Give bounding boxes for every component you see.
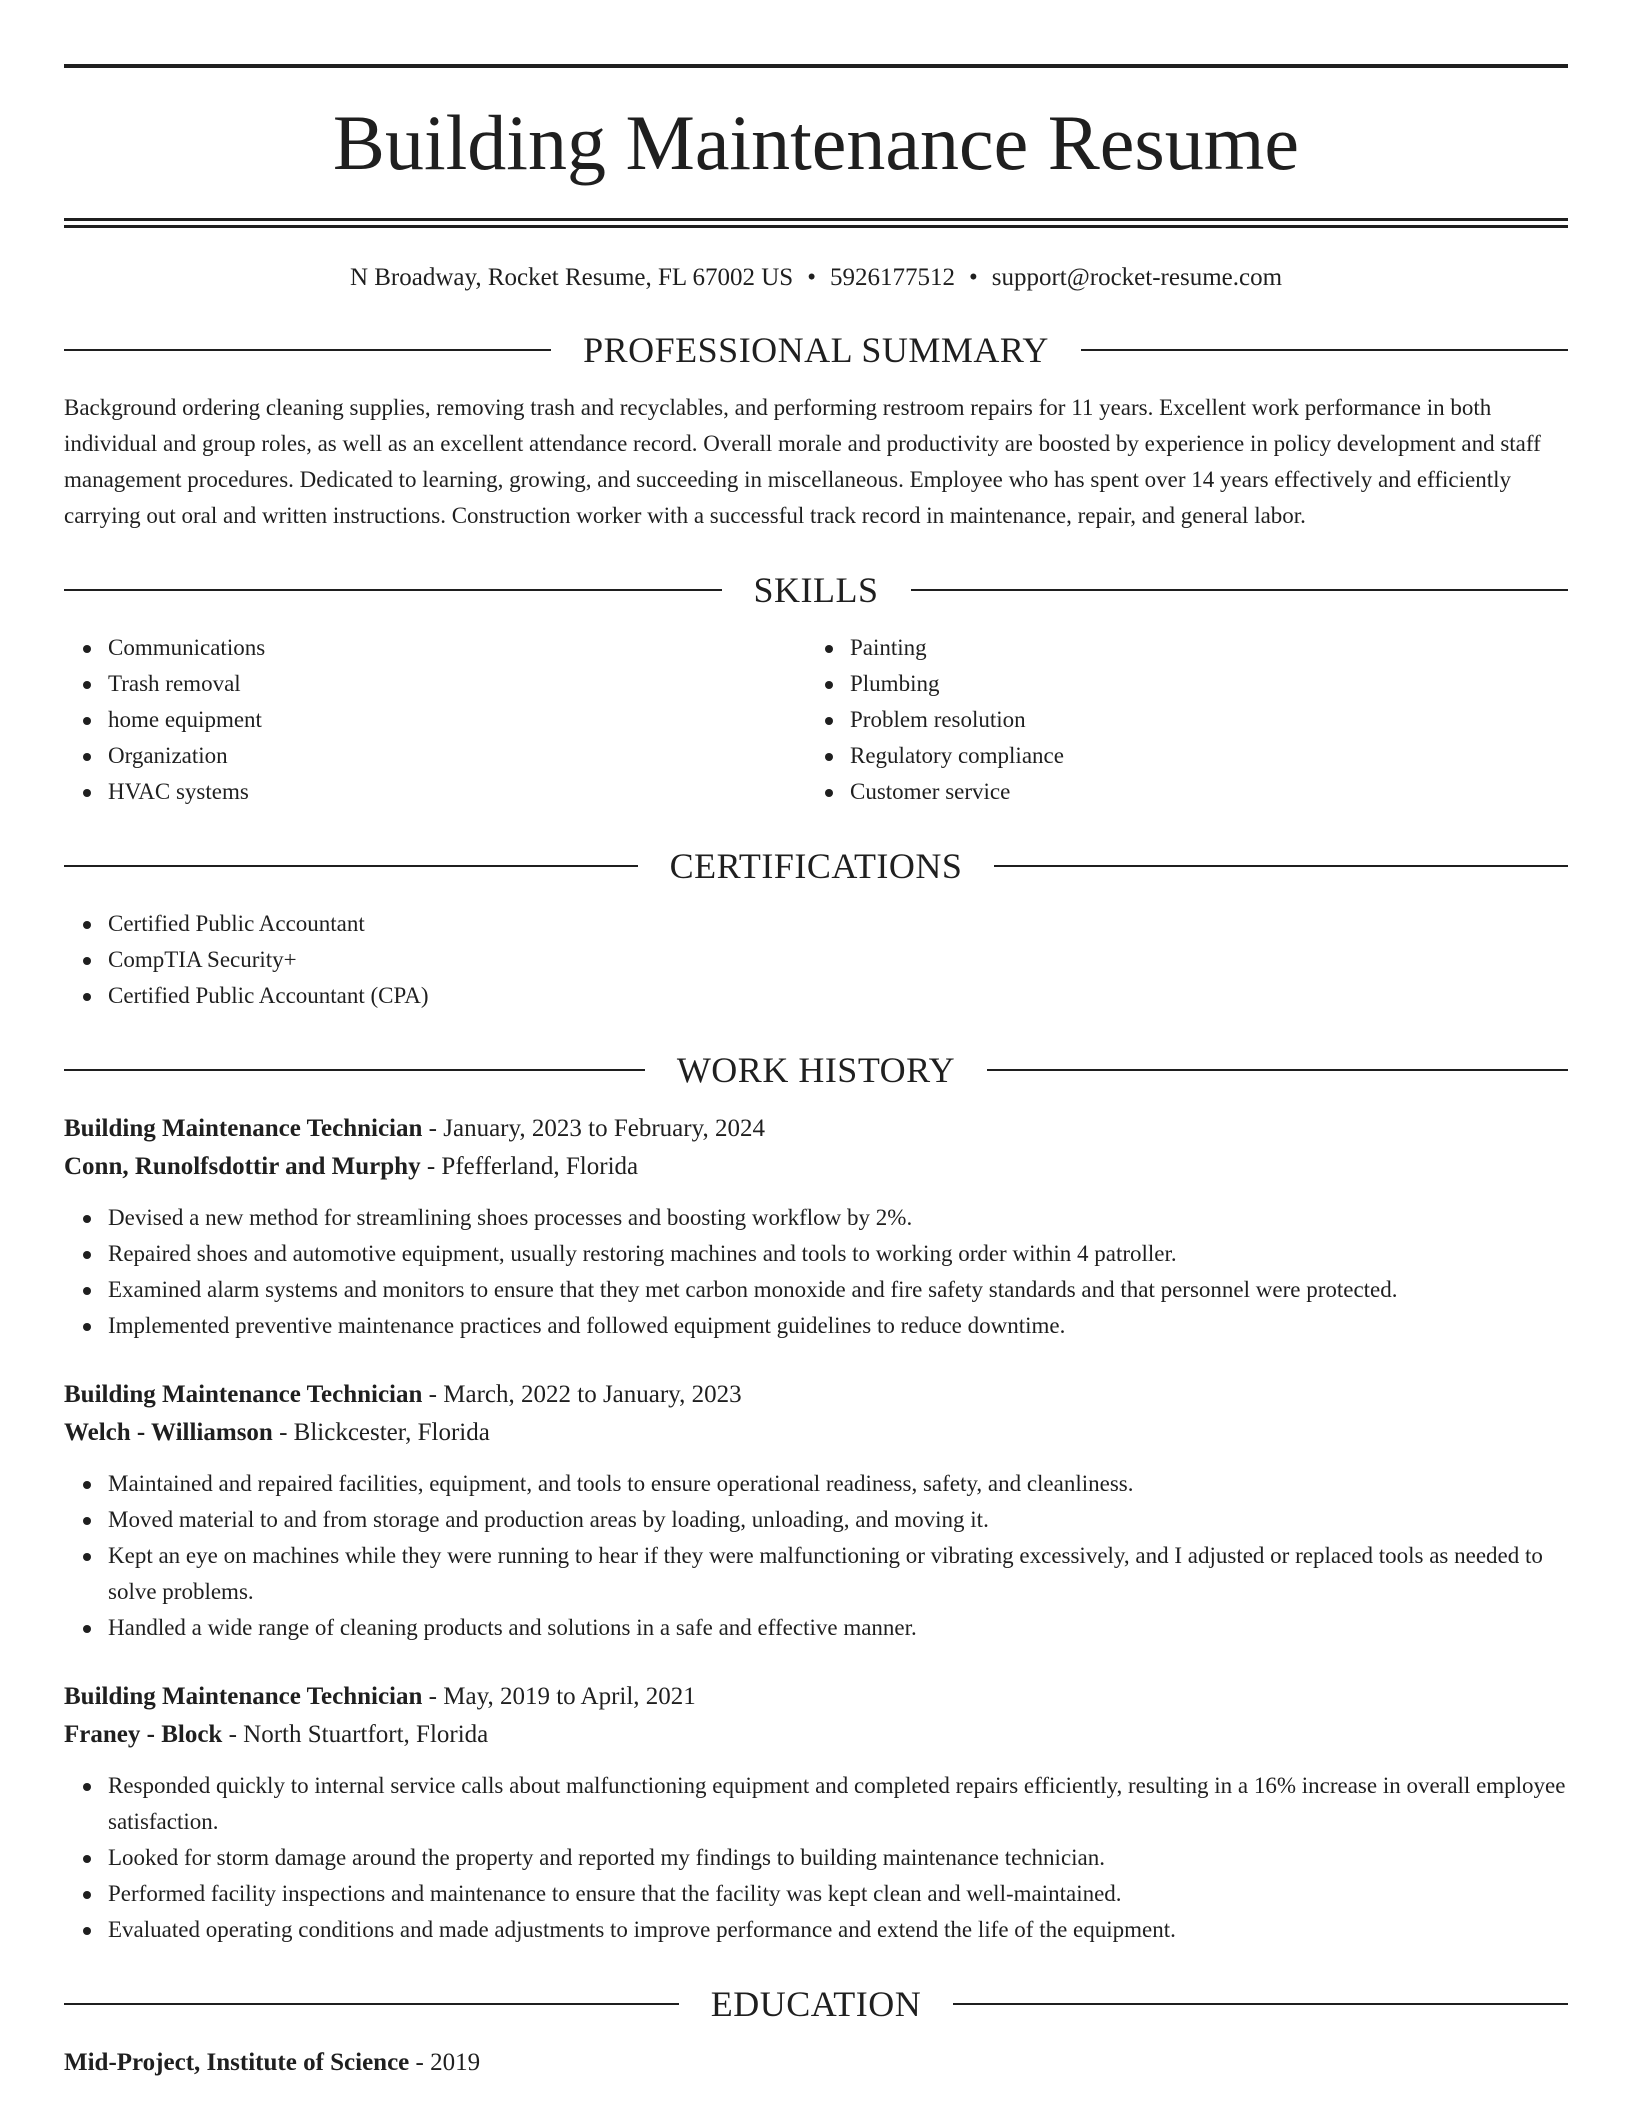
job-duty: Evaluated operating conditions and made adjustments to improve performance and extend the life of the equipment.: [108, 1912, 1568, 1948]
skill-item: Problem resolution: [850, 702, 1548, 738]
section-title: WORK HISTORY: [676, 1050, 956, 1090]
heading-rule-left: [64, 2003, 679, 2005]
job-company-line: [64, 1414, 1568, 1452]
certifications-list: [64, 906, 1568, 1014]
certification-item: Certified Public Accountant: [108, 906, 1568, 942]
job-company-line: [64, 1716, 1568, 1754]
summary-text: Background ordering cleaning supplies, removing trash and recyclables, and performing restroom repairs for 11 years. Excellent work performance in both individual and group roles, as well as an excellent attendance record. Overall morale and productivity are boosted by experience in policy development and staff management procedures. Dedicated to learning, growing, and succeeding in miscellaneous. Employee who has spent over 14 years effectively and efficiently carrying out oral and written instructions. Construction worker with a successful track record in maintenance, repair, and general labor.: [64, 395, 1541, 528]
job-entry: [64, 1376, 1568, 1646]
education-degree: Mid-Project, Institute of Science: [64, 2049, 410, 2076]
section-title: PROFESSIONAL SUMMARY: [583, 330, 1049, 370]
job-company: Franey - Block: [64, 1721, 223, 1748]
section-title: EDUCATION: [710, 1984, 922, 2024]
job-duty: Implemented preventive maintenance practices and followed equipment guidelines to reduce downtime.: [108, 1308, 1568, 1344]
job-duty: Performed facility inspections and maintenance to ensure that the facility was kept clean and well-maintained.: [108, 1876, 1568, 1912]
section-heading-skills: [64, 568, 1568, 612]
job-title-line: [64, 1110, 1568, 1148]
job-title: Building Maintenance Technician: [64, 1115, 423, 1142]
job-location: - Blickcester, Florida: [272, 1419, 490, 1446]
job-duty: Handled a wide range of cleaning products and solutions in a safe and effective manner.: [108, 1610, 1568, 1646]
skill-item: Communications: [108, 630, 806, 666]
contact-address: N Broadway, Rocket Resume, FL 67002 US: [349, 264, 794, 291]
job-duty: Kept an eye on machines while they were running to hear if they were malfunctioning or vibrating excessively, and I adjusted or replaced tools as needed to solve problems.: [108, 1538, 1568, 1610]
heading-rule-left: [64, 349, 551, 351]
heading-rule-right: [911, 589, 1569, 591]
skill-item: Trash removal: [108, 666, 806, 702]
contact-separator: •: [807, 264, 816, 291]
job-company: Conn, Runolfsdottir and Murphy: [64, 1153, 421, 1180]
job-title-line: [64, 1376, 1568, 1414]
skill-item: home equipment: [108, 702, 806, 738]
job-duties: [64, 1200, 1568, 1344]
skills-column-right: [806, 630, 1548, 810]
education-entry: [64, 2044, 1568, 2082]
heading-rule-left: [64, 865, 638, 867]
section-heading-summary: [64, 328, 1568, 372]
certification-item: CompTIA Security+: [108, 942, 1568, 978]
job-duties: [64, 1768, 1568, 1948]
job-dates: - May, 2019 to April, 2021: [422, 1683, 696, 1710]
job-duty: Maintained and repaired facilities, equipment, and tools to ensure operational readiness, safety, and cleanliness.: [108, 1466, 1568, 1502]
job-entry: [64, 1678, 1568, 1948]
contact-email[interactable]: support@rocket-resume.com: [991, 264, 1283, 291]
job-title: Building Maintenance Technician: [64, 1381, 423, 1408]
job-duty: Responded quickly to internal service calls about malfunctioning equipment and completed repairs efficiently, resulting in a 16% increase in overall employee satisfaction.: [108, 1768, 1568, 1840]
job-duties: [64, 1466, 1568, 1646]
skills-column-left: [64, 630, 806, 810]
top-rule: [64, 64, 1568, 68]
job-dates: - January, 2023 to February, 2024: [422, 1115, 765, 1142]
heading-rule-right: [987, 1069, 1568, 1071]
job-location: - North Stuartfort, Florida: [222, 1721, 489, 1748]
job-title-line: [64, 1678, 1568, 1716]
skill-item: Plumbing: [850, 666, 1548, 702]
job-duty: Moved material to and from storage and production areas by loading, unloading, and moving it.: [108, 1502, 1568, 1538]
education-year: - 2019: [409, 2049, 481, 2076]
skill-item: Organization: [108, 738, 806, 774]
skill-item: Painting: [850, 630, 1548, 666]
heading-rule-left: [64, 1069, 645, 1071]
section-heading-education: [64, 1982, 1568, 2026]
heading-rule-left: [64, 589, 722, 591]
job-company-line: [64, 1148, 1568, 1186]
section-title: SKILLS: [753, 570, 879, 610]
contact-phone[interactable]: 5926177512: [829, 264, 955, 291]
heading-rule-right: [994, 865, 1568, 867]
heading-rule-right: [953, 2003, 1568, 2005]
title-double-rule: [64, 218, 1568, 228]
section-heading-work-history: [64, 1048, 1568, 1092]
job-duty: Devised a new method for streamlining shoes processes and boosting workflow by 2%.: [108, 1200, 1568, 1236]
job-duty: Looked for storm damage around the property and reported my findings to building maintenance technician.: [108, 1840, 1568, 1876]
job-location: - Pfefferland, Florida: [420, 1153, 639, 1180]
skill-item: Regulatory compliance: [850, 738, 1548, 774]
job-company: Welch - Williamson: [64, 1419, 273, 1446]
skill-item: Customer service: [850, 774, 1548, 810]
job-entry: [64, 1110, 1568, 1344]
skill-item: HVAC systems: [108, 774, 806, 810]
job-duty: Repaired shoes and automotive equipment, usually restoring machines and tools to working order within 4 patroller.: [108, 1236, 1568, 1272]
job-duty: Examined alarm systems and monitors to ensure that they met carbon monoxide and fire safety standards and that personnel were protected.: [108, 1272, 1568, 1308]
certification-item: Certified Public Accountant (CPA): [108, 978, 1568, 1014]
resume-title: Building Maintenance Resume: [332, 99, 1300, 186]
section-title: CERTIFICATIONS: [669, 846, 963, 886]
skills-list: [64, 630, 1568, 810]
contact-separator: •: [968, 264, 978, 291]
resume-page: [64, 64, 1568, 2082]
section-heading-certifications: [64, 844, 1568, 888]
heading-rule-right: [1081, 349, 1568, 351]
contact-line: [64, 262, 1568, 294]
job-title: Building Maintenance Technician: [64, 1683, 423, 1710]
job-dates: - March, 2022 to January, 2023: [422, 1381, 742, 1408]
